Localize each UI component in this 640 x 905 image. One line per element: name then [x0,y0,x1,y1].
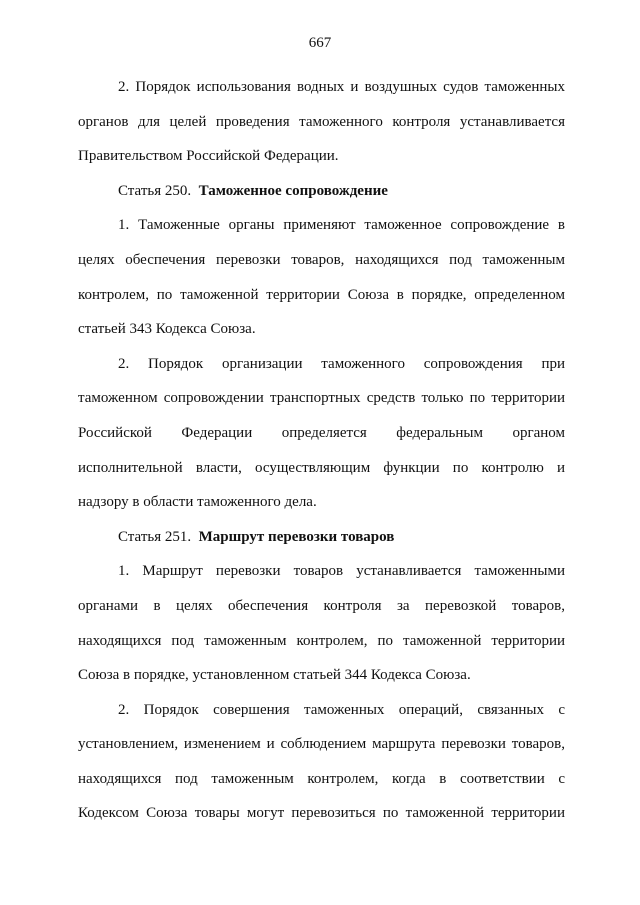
page-number: 667 [308,35,332,51]
page-content [78,70,565,831]
paragraph-line: исполнительной власти, осуществляющим функции по контролю и [78,459,565,476]
paragraph [78,208,565,346]
article-title: Маршрут перевозки товаров [198,528,395,545]
paragraph-line: установлением, изменением и соблюдением маршрута перевозки товаров, [78,736,565,753]
paragraph-line: 1. Таможенные органы применяют таможенное сопровождение в [118,217,565,234]
paragraph-line: статьей 343 Кодекса Союза. [78,321,256,338]
paragraph-line: органами в целях обеспечения контроля за перевозкой товаров, [78,597,565,614]
article-title: Таможенное сопровождение [198,182,388,199]
paragraph [78,347,565,520]
article-heading [78,174,565,209]
paragraph [78,554,565,692]
paragraph-line: 2. Порядок использования водных и воздушных судов таможенных [118,79,565,95]
paragraph-line: таможенном сопровождении транспортных средств только по территории [78,390,565,407]
paragraph-line: Российской Федерации определяется федеральным органом [78,424,565,441]
paragraph-line: Кодексом Союза товары могут перевозиться по таможенной территории [78,805,565,822]
paragraph-line: Правительством Российской Федерации. [78,148,339,165]
paragraph-line: 2. Порядок совершения таможенных операций, связанных с [118,701,565,718]
paragraph-line: Союза в порядке, установленном статьей 344 Кодекса Союза. [78,667,471,684]
paragraph-line: находящихся под таможенным контролем, когда в соответствии с [78,770,565,787]
article-heading [78,520,565,555]
paragraph [78,693,565,831]
paragraph-line: целях обеспечения перевозки товаров, находящихся под таможенным [78,251,565,268]
article-number: Статья 251. [118,528,192,545]
paragraph-line: надзору в области таможенного дела. [78,494,317,511]
paragraph [78,70,565,174]
paragraph-line: находящихся под таможенным контролем, по таможенной территории [78,632,565,649]
paragraph-line: органов для целей проведения таможенного контроля устанавливается [78,113,565,130]
paragraph-line: 2. Порядок организации таможенного сопровождения при [118,355,565,372]
paragraph-line: контролем, по таможенной территории Союза в порядке, определенном [78,286,565,303]
article-number: Статья 250. [118,182,192,199]
paragraph-line: 1. Маршрут перевозки товаров устанавливается таможенными [118,563,565,580]
